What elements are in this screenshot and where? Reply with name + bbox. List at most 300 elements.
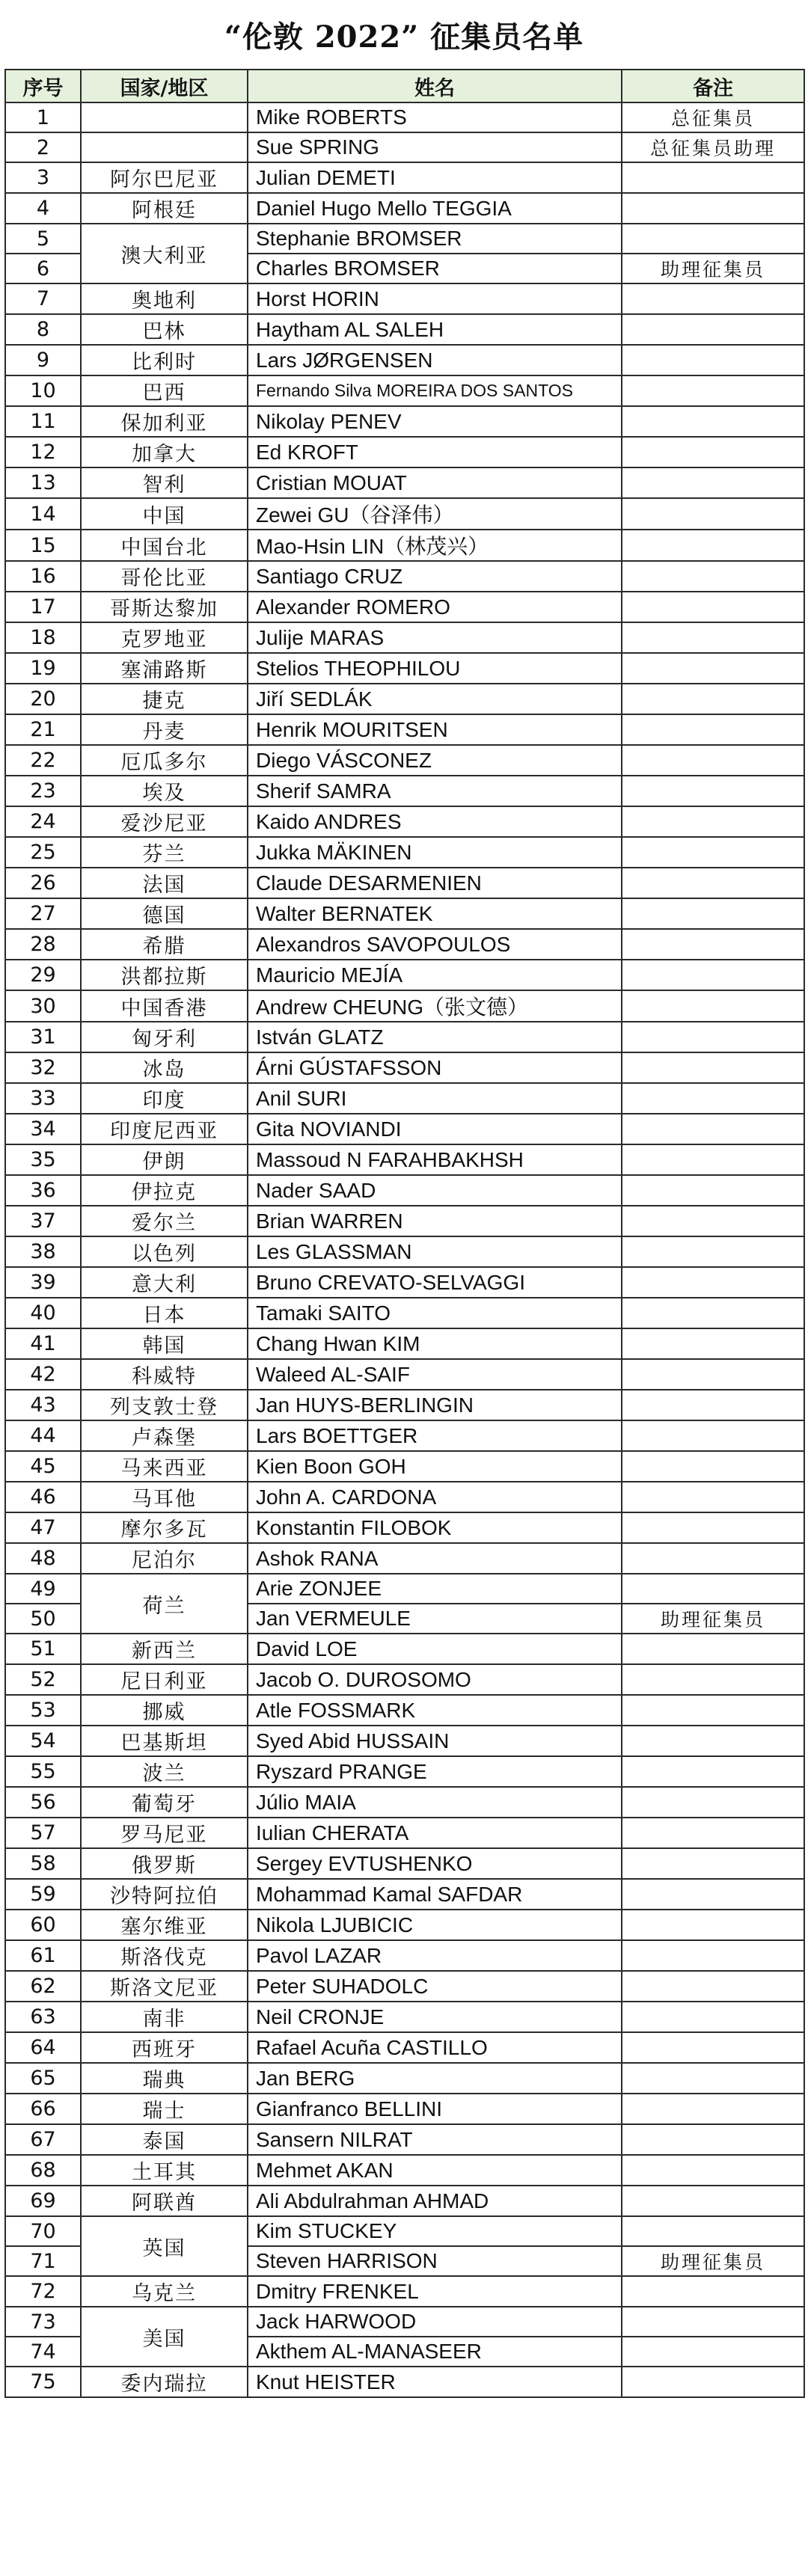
table-row [5, 1787, 804, 1818]
name-cell: Jiří SEDLÁK [248, 684, 622, 714]
name-cell: István GLATZ [248, 1022, 622, 1052]
note-cell: 助理征集员 [622, 254, 804, 283]
table-row [5, 345, 804, 375]
name-cell: Bruno CREVATO-SELVAGGI [248, 1267, 622, 1298]
row-number: 42 [5, 1359, 81, 1390]
note-cell [622, 1144, 804, 1175]
table-row [5, 1543, 804, 1574]
name-cell: Júlio MAIA [248, 1787, 622, 1818]
name-cell: Tamaki SAITO [248, 1298, 622, 1328]
row-number: 57 [5, 1818, 81, 1848]
name-cell: Sergey EVTUSHENKO [248, 1848, 622, 1879]
country-cell: 澳大利亚 [81, 224, 248, 283]
name-cell: Ryszard PRANGE [248, 1756, 622, 1787]
name-cell: Horst HORIN [248, 283, 622, 314]
country-cell: 印度 [81, 1083, 248, 1114]
country-cell: 加拿大 [81, 437, 248, 467]
table-row [5, 1420, 804, 1451]
row-number: 37 [5, 1206, 81, 1236]
table-row [5, 1451, 804, 1482]
name-cell: Mike ROBERTS [248, 102, 622, 132]
table-row [5, 1726, 804, 1756]
name-cell: Akthem AL-MANASEER [248, 2337, 622, 2367]
table-row [5, 1512, 804, 1543]
note-cell [622, 868, 804, 898]
note-cell [622, 2367, 804, 2397]
country-cell: 巴基斯坦 [81, 1726, 248, 1756]
name-cell: Stelios THEOPHILOU [248, 653, 622, 684]
roster-body [5, 102, 804, 2397]
table-row [5, 2002, 804, 2032]
row-number: 70 [5, 2216, 81, 2246]
table-row [5, 314, 804, 345]
row-number: 20 [5, 684, 81, 714]
table-row [5, 990, 804, 1022]
table-row [5, 1756, 804, 1787]
note-cell [622, 437, 804, 467]
row-number: 11 [5, 406, 81, 437]
row-number: 41 [5, 1328, 81, 1359]
note-cell [622, 1022, 804, 1052]
note-cell [622, 224, 804, 254]
table-row [5, 437, 804, 467]
note-cell [622, 1359, 804, 1390]
name-cell: Jack HARWOOD [248, 2307, 622, 2337]
row-number: 63 [5, 2002, 81, 2032]
name-cell: Andrew CHEUNG（张文德） [248, 990, 622, 1022]
name-cell: Walter BERNATEK [248, 898, 622, 929]
table-row [5, 2032, 804, 2063]
note-cell [622, 1726, 804, 1756]
row-number: 2 [5, 132, 81, 162]
country-cell: 尼日利亚 [81, 1664, 248, 1695]
roster-table [4, 69, 805, 2398]
country-cell: 荷兰 [81, 1574, 248, 1634]
note-cell [622, 622, 804, 653]
note-cell [622, 467, 804, 498]
note-cell [622, 1482, 804, 1512]
table-row [5, 2367, 804, 2397]
note-cell [622, 1420, 804, 1451]
note-cell [622, 1574, 804, 1604]
country-cell: 瑞士 [81, 2094, 248, 2124]
country-cell: 尼泊尔 [81, 1543, 248, 1574]
row-number: 27 [5, 898, 81, 929]
table-row [5, 406, 804, 437]
country-cell: 爱沙尼亚 [81, 806, 248, 837]
note-cell [622, 592, 804, 622]
name-cell: Rafael Acuña CASTILLO [248, 2032, 622, 2063]
row-number: 26 [5, 868, 81, 898]
name-cell: Massoud N FARAHBAKHSH [248, 1144, 622, 1175]
header-row [5, 70, 804, 102]
note-cell [622, 1940, 804, 1971]
name-cell: Árni GÚSTAFSSON [248, 1052, 622, 1083]
row-number: 36 [5, 1175, 81, 1206]
note-cell [622, 929, 804, 960]
name-cell: Syed Abid HUSSAIN [248, 1726, 622, 1756]
note-cell [622, 2307, 804, 2337]
row-number: 39 [5, 1267, 81, 1298]
country-cell: 芬兰 [81, 837, 248, 868]
name-cell: Brian WARREN [248, 1206, 622, 1236]
country-cell: 波兰 [81, 1756, 248, 1787]
row-number: 32 [5, 1052, 81, 1083]
note-cell [622, 898, 804, 929]
table-row [5, 714, 804, 745]
table-row [5, 1879, 804, 1910]
table-row [5, 776, 804, 806]
row-number: 15 [5, 530, 81, 561]
row-number: 21 [5, 714, 81, 745]
note-cell [622, 2063, 804, 2094]
note-cell: 助理征集员 [622, 1604, 804, 1634]
row-number: 5 [5, 224, 81, 254]
note-cell [622, 776, 804, 806]
row-number: 7 [5, 283, 81, 314]
name-cell: Mohammad Kamal SAFDAR [248, 1879, 622, 1910]
row-number: 8 [5, 314, 81, 345]
name-cell: Kaido ANDRES [248, 806, 622, 837]
country-cell: 伊拉克 [81, 1175, 248, 1206]
note-cell [622, 2032, 804, 2063]
row-number: 67 [5, 2124, 81, 2155]
country-cell [81, 102, 248, 132]
name-cell: Claude DESARMENIEN [248, 868, 622, 898]
note-cell [622, 314, 804, 345]
name-cell: Sansern NILRAT [248, 2124, 622, 2155]
country-cell: 土耳其 [81, 2155, 248, 2186]
country-cell: 比利时 [81, 345, 248, 375]
row-number: 25 [5, 837, 81, 868]
name-cell: Ed KROFT [248, 437, 622, 467]
table-row [5, 2307, 804, 2337]
country-cell: 塞尔维亚 [81, 1910, 248, 1940]
country-cell: 巴西 [81, 375, 248, 406]
country-cell: 日本 [81, 1298, 248, 1328]
document-title: “伦敦 2022” 征集员名单 [224, 19, 584, 55]
note-cell [622, 1634, 804, 1664]
table-row [5, 1695, 804, 1726]
note-cell [622, 2124, 804, 2155]
row-number: 18 [5, 622, 81, 653]
name-cell: Fernando Silva MOREIRA DOS SANTOS [248, 375, 622, 406]
name-cell: Arie ZONJEE [248, 1574, 622, 1604]
row-number: 17 [5, 592, 81, 622]
name-cell: Nikola LJUBICIC [248, 1910, 622, 1940]
table-row [5, 224, 804, 254]
name-cell: Mauricio MEJÍA [248, 960, 622, 990]
country-cell: 洪都拉斯 [81, 960, 248, 990]
name-cell: Sue SPRING [248, 132, 622, 162]
name-cell: Julian DEMETI [248, 162, 622, 193]
country-cell: 阿根廷 [81, 193, 248, 224]
table-row [5, 1236, 804, 1267]
country-cell: 奥地利 [81, 283, 248, 314]
name-cell: Stephanie BROMSER [248, 224, 622, 254]
row-number: 28 [5, 929, 81, 960]
name-cell: David LOE [248, 1634, 622, 1664]
note-cell [622, 406, 804, 437]
country-cell: 瑞典 [81, 2063, 248, 2094]
country-cell: 科威特 [81, 1359, 248, 1390]
name-cell: Gita NOVIANDI [248, 1114, 622, 1144]
row-number: 64 [5, 2032, 81, 2063]
name-cell: Kim STUCKEY [248, 2216, 622, 2246]
row-number: 24 [5, 806, 81, 837]
note-cell [622, 1543, 804, 1574]
note-cell [622, 1787, 804, 1818]
name-cell: Jukka MÄKINEN [248, 837, 622, 868]
name-cell: Julije MARAS [248, 622, 622, 653]
table-row [5, 1634, 804, 1664]
table-row [5, 898, 804, 929]
country-cell: 厄瓜多尔 [81, 745, 248, 776]
note-cell [622, 375, 804, 406]
name-cell: Waleed AL-SAIF [248, 1359, 622, 1390]
table-row [5, 498, 804, 530]
country-cell: 伊朗 [81, 1144, 248, 1175]
country-cell: 克罗地亚 [81, 622, 248, 653]
table-row [5, 1910, 804, 1940]
note-cell [622, 345, 804, 375]
name-cell: Kien Boon GOH [248, 1451, 622, 1482]
row-number: 9 [5, 345, 81, 375]
country-cell: 希腊 [81, 929, 248, 960]
row-number: 72 [5, 2276, 81, 2307]
header-name: 姓名 [248, 70, 622, 102]
table-row [5, 1482, 804, 1512]
table-row [5, 375, 804, 406]
note-cell [622, 283, 804, 314]
table-row [5, 592, 804, 622]
country-cell: 中国 [81, 498, 248, 530]
row-number: 3 [5, 162, 81, 193]
note-cell [622, 2186, 804, 2216]
note-cell [622, 684, 804, 714]
table-row [5, 1848, 804, 1879]
name-cell: Mao-Hsin LIN（林茂兴） [248, 530, 622, 561]
country-cell: 俄罗斯 [81, 1848, 248, 1879]
row-number: 19 [5, 653, 81, 684]
name-cell: Knut HEISTER [248, 2367, 622, 2397]
note-cell [622, 745, 804, 776]
note-cell [622, 1451, 804, 1482]
note-cell [622, 1818, 804, 1848]
note-cell [622, 1052, 804, 1083]
note-cell [622, 1971, 804, 2002]
name-cell: Henrik MOURITSEN [248, 714, 622, 745]
row-number: 40 [5, 1298, 81, 1328]
row-number: 71 [5, 2246, 81, 2276]
note-cell [622, 1910, 804, 1940]
row-number: 13 [5, 467, 81, 498]
country-cell: 哥斯达黎加 [81, 592, 248, 622]
table-row [5, 2216, 804, 2246]
name-cell: Sherif SAMRA [248, 776, 622, 806]
note-cell [622, 1206, 804, 1236]
row-number: 49 [5, 1574, 81, 1604]
table-row [5, 1940, 804, 1971]
row-number: 56 [5, 1787, 81, 1818]
note-cell [622, 837, 804, 868]
row-number: 10 [5, 375, 81, 406]
note-cell [622, 1848, 804, 1879]
row-number: 23 [5, 776, 81, 806]
row-number: 12 [5, 437, 81, 467]
table-row [5, 2276, 804, 2307]
table-row [5, 1267, 804, 1298]
name-cell: Alexander ROMERO [248, 592, 622, 622]
name-cell: Jan HUYS-BERLINGIN [248, 1390, 622, 1420]
note-cell [622, 498, 804, 530]
note-cell [622, 1879, 804, 1910]
table-row [5, 1052, 804, 1083]
country-cell: 丹麦 [81, 714, 248, 745]
country-cell: 塞浦路斯 [81, 653, 248, 684]
table-row [5, 2186, 804, 2216]
table-row [5, 1328, 804, 1359]
name-cell: Jan BERG [248, 2063, 622, 2094]
country-cell: 斯洛文尼亚 [81, 1971, 248, 2002]
row-number: 59 [5, 1879, 81, 1910]
row-number: 69 [5, 2186, 81, 2216]
note-cell: 总征集员助理 [622, 132, 804, 162]
note-cell [622, 1267, 804, 1298]
country-cell: 印度尼西亚 [81, 1114, 248, 1144]
note-cell [622, 1083, 804, 1114]
table-row [5, 530, 804, 561]
row-number: 4 [5, 193, 81, 224]
name-cell: Pavol LAZAR [248, 1940, 622, 1971]
country-cell: 以色列 [81, 1236, 248, 1267]
country-cell: 阿尔巴尼亚 [81, 162, 248, 193]
country-cell: 法国 [81, 868, 248, 898]
row-number: 43 [5, 1390, 81, 1420]
name-cell: Santiago CRUZ [248, 561, 622, 592]
country-cell: 沙特阿拉伯 [81, 1879, 248, 1910]
row-number: 60 [5, 1910, 81, 1940]
row-number: 65 [5, 2063, 81, 2094]
table-row [5, 868, 804, 898]
country-cell: 泰国 [81, 2124, 248, 2155]
country-cell: 卢森堡 [81, 1420, 248, 1451]
table-row [5, 1818, 804, 1848]
table-row [5, 1971, 804, 2002]
row-number: 51 [5, 1634, 81, 1664]
row-number: 29 [5, 960, 81, 990]
name-cell: Les GLASSMAN [248, 1236, 622, 1267]
name-cell: Alexandros SAVOPOULOS [248, 929, 622, 960]
note-cell: 助理征集员 [622, 2246, 804, 2276]
table-row [5, 1206, 804, 1236]
table-row [5, 2155, 804, 2186]
table-row [5, 684, 804, 714]
note-cell [622, 990, 804, 1022]
name-cell: Dmitry FRENKEL [248, 2276, 622, 2307]
note-cell [622, 1664, 804, 1695]
row-number: 45 [5, 1451, 81, 1482]
country-cell: 爱尔兰 [81, 1206, 248, 1236]
name-cell: Iulian CHERATA [248, 1818, 622, 1848]
country-cell: 马来西亚 [81, 1451, 248, 1482]
name-cell: Ali Abdulrahman AHMAD [248, 2186, 622, 2216]
table-row [5, 1359, 804, 1390]
table-row [5, 561, 804, 592]
country-cell: 英国 [81, 2216, 248, 2276]
row-number: 33 [5, 1083, 81, 1114]
row-number: 34 [5, 1114, 81, 1144]
row-number: 54 [5, 1726, 81, 1756]
name-cell: Jan VERMEULE [248, 1604, 622, 1634]
country-cell: 委内瑞拉 [81, 2367, 248, 2397]
note-cell [622, 1328, 804, 1359]
table-row [5, 162, 804, 193]
table-row [5, 2094, 804, 2124]
name-cell: Nader SAAD [248, 1175, 622, 1206]
row-number: 55 [5, 1756, 81, 1787]
row-number: 46 [5, 1482, 81, 1512]
name-cell: Daniel Hugo Mello TEGGIA [248, 193, 622, 224]
table-row [5, 1390, 804, 1420]
name-cell: Lars BOETTGER [248, 1420, 622, 1451]
row-number: 53 [5, 1695, 81, 1726]
row-number: 6 [5, 254, 81, 283]
row-number: 47 [5, 1512, 81, 1543]
name-cell: Peter SUHADOLC [248, 1971, 622, 2002]
country-cell: 中国台北 [81, 530, 248, 561]
table-row [5, 653, 804, 684]
row-number: 62 [5, 1971, 81, 2002]
row-number: 38 [5, 1236, 81, 1267]
name-cell: Diego VÁSCONEZ [248, 745, 622, 776]
country-cell: 巴林 [81, 314, 248, 345]
country-cell: 中国香港 [81, 990, 248, 1022]
row-number: 66 [5, 2094, 81, 2124]
note-cell [622, 2216, 804, 2246]
name-cell: Ashok RANA [248, 1543, 622, 1574]
header-country: 国家/地区 [81, 70, 248, 102]
name-cell: Charles BROMSER [248, 254, 622, 283]
row-number: 68 [5, 2155, 81, 2186]
name-cell: Neil CRONJE [248, 2002, 622, 2032]
note-cell [622, 1236, 804, 1267]
country-cell: 南非 [81, 2002, 248, 2032]
name-cell: Cristian MOUAT [248, 467, 622, 498]
country-cell: 马耳他 [81, 1482, 248, 1512]
name-cell: Chang Hwan KIM [248, 1328, 622, 1359]
note-cell [622, 2155, 804, 2186]
note-cell [622, 2094, 804, 2124]
table-row [5, 1574, 804, 1604]
name-cell: Jacob O. DUROSOMO [248, 1664, 622, 1695]
note-cell [622, 1512, 804, 1543]
table-row [5, 1144, 804, 1175]
row-number: 58 [5, 1848, 81, 1879]
name-cell: Anil SURI [248, 1083, 622, 1114]
country-cell: 挪威 [81, 1695, 248, 1726]
note-cell [622, 2337, 804, 2367]
note-cell [622, 960, 804, 990]
name-cell: Zewei GU（谷泽伟） [248, 498, 622, 530]
header-note: 备注 [622, 70, 804, 102]
note-cell [622, 2276, 804, 2307]
table-row [5, 2063, 804, 2094]
row-number: 31 [5, 1022, 81, 1052]
name-cell: Steven HARRISON [248, 2246, 622, 2276]
row-number: 61 [5, 1940, 81, 1971]
row-number: 44 [5, 1420, 81, 1451]
